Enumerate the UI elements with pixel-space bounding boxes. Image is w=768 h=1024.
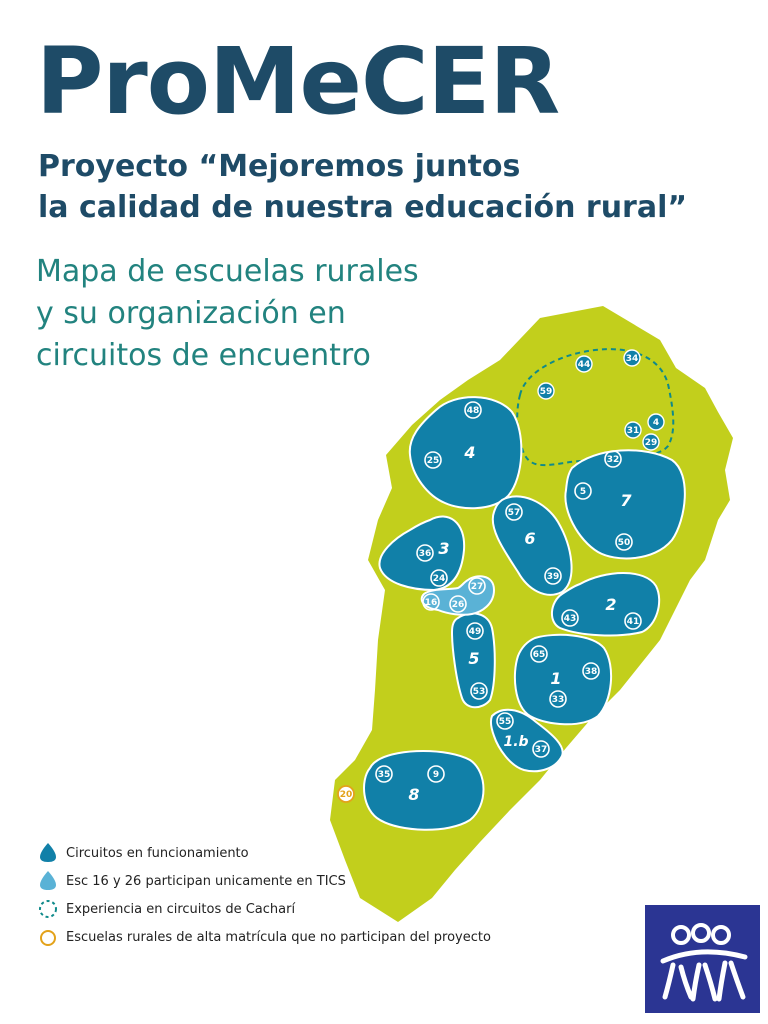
school-label-35: 35: [377, 770, 391, 780]
school-label-9: 9: [432, 770, 440, 780]
map-title-line-1: Mapa de escuelas rurales: [36, 254, 419, 289]
school-label-34: 34: [625, 354, 639, 364]
school-label-24: 24: [432, 574, 446, 584]
school-label-53: 53: [472, 687, 486, 697]
circuit-label-3: 3: [438, 539, 450, 558]
school-label-27: 27: [470, 582, 484, 592]
school-label-38: 38: [584, 667, 598, 677]
school-label-25: 25: [426, 456, 440, 466]
legend-item-cachari: Experiencia en circuitos de Cacharí: [66, 901, 296, 917]
school-label-26: 26: [451, 600, 465, 610]
school-label-20: 20: [339, 790, 353, 800]
circuit-label-1: 1: [550, 669, 562, 688]
school-label-29: 29: [644, 438, 658, 448]
school-label-33: 33: [551, 695, 565, 705]
subtitle-line-2: la calidad de nuestra educación rural”: [38, 190, 688, 225]
map-title-line-2: y su organización en: [36, 296, 346, 331]
school-label-43: 43: [563, 614, 577, 624]
school-label-65: 65: [532, 650, 546, 660]
circuit-drop-icon: [40, 843, 56, 862]
map-title-line-3: circuitos de encuentro: [36, 338, 371, 373]
subtitle-line-1: Proyecto “Mejoremos juntos: [38, 149, 521, 184]
people-logo-icon: [645, 905, 760, 1013]
school-label-39: 39: [546, 572, 560, 582]
circuit-label-5: 5: [468, 649, 480, 668]
school-label-50: 50: [617, 538, 631, 548]
circuit-label-6: 6: [524, 529, 536, 548]
legend-item-high-enrollment: Escuelas rurales de alta matrícula que no participan del proyecto: [66, 929, 491, 945]
circuit-8[interactable]: [364, 751, 483, 830]
school-label-4: 4: [652, 418, 660, 428]
circuit-label-1b: 1.b: [503, 734, 529, 750]
legend-item-circuits: Circuitos en funcionamiento: [66, 845, 249, 861]
circuit-label-4: 4: [464, 443, 476, 462]
circuit-label-7: 7: [620, 491, 632, 510]
main-title: ProMeCER: [36, 28, 560, 135]
school-label-57: 57: [507, 508, 521, 518]
circuit-label-2: 2: [605, 595, 617, 614]
orange-ring-icon: [41, 931, 55, 945]
school-label-5: 5: [579, 487, 587, 497]
school-label-32: 32: [606, 455, 620, 465]
school-label-49: 49: [468, 627, 482, 637]
circuit-1[interactable]: [515, 635, 611, 724]
tics-drop-icon: [40, 871, 56, 890]
school-label-31: 31: [626, 426, 640, 436]
school-label-41: 41: [626, 617, 640, 627]
school-label-37: 37: [534, 745, 548, 755]
district-land: [330, 306, 733, 922]
school-label-55: 55: [498, 717, 512, 727]
dashed-circle-icon: [40, 901, 56, 917]
school-label-59: 59: [539, 387, 553, 397]
legend-item-tics: Esc 16 y 26 participan unicamente en TICS: [66, 873, 346, 889]
school-label-36: 36: [418, 549, 432, 559]
school-label-16: 16: [424, 598, 438, 608]
school-label-48: 48: [466, 406, 480, 416]
circuit-label-8: 8: [408, 785, 420, 804]
school-label-44: 44: [577, 360, 591, 370]
legend-icons: [40, 843, 56, 945]
